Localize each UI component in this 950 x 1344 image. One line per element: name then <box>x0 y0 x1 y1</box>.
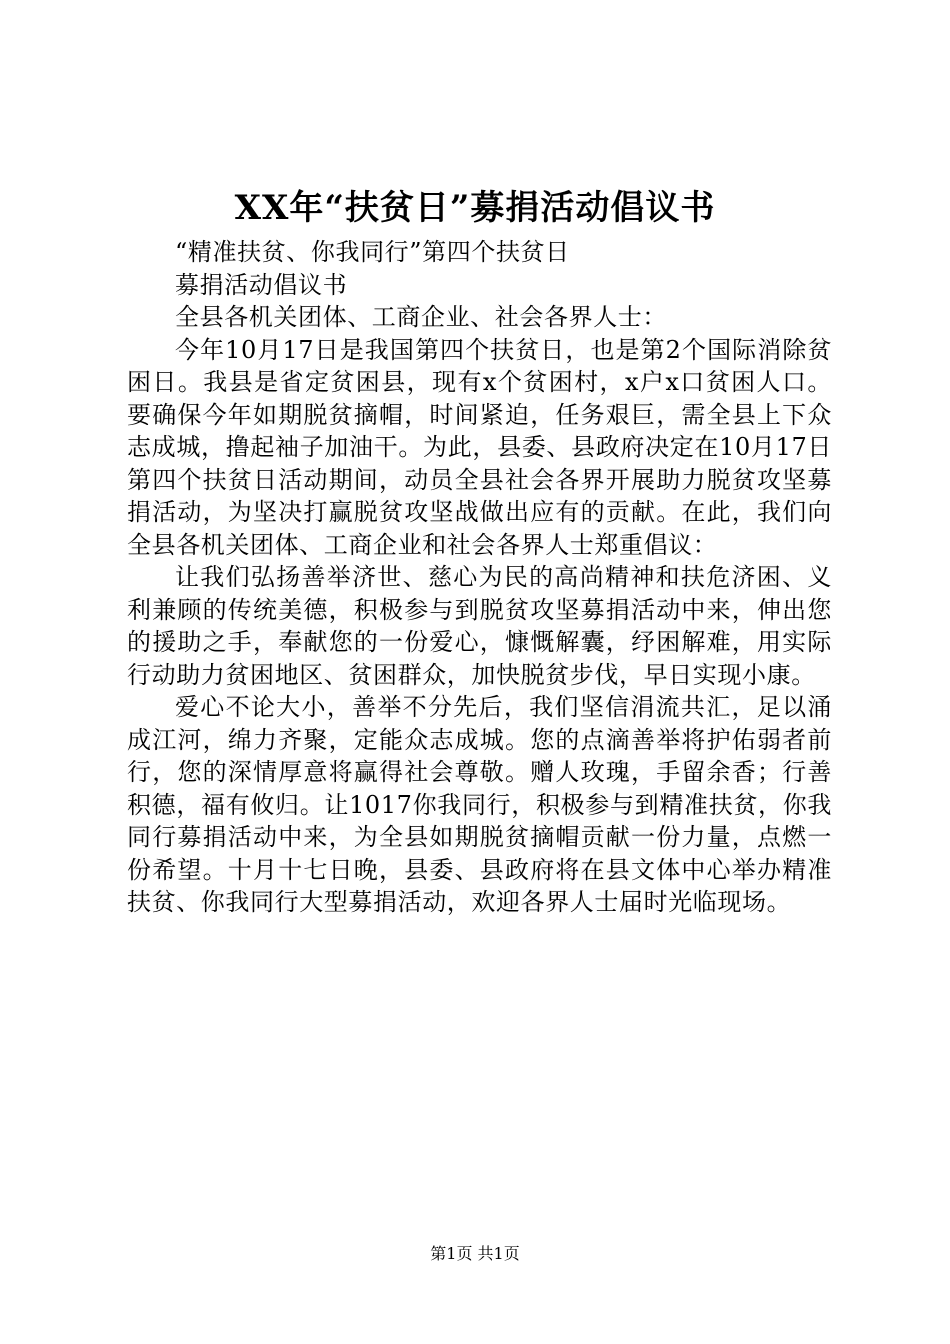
document-title: XX年“扶贫日”募捐活动倡议书 <box>234 188 716 228</box>
salutation-line: 全县各机关团体、工商企业、社会各界人士： <box>175 303 667 331</box>
subtitle-line-1: “精准扶贫、你我同行”第四个扶贫日 <box>175 238 570 266</box>
paragraph-1: 今年10月17日是我国第四个扶贫日，也是第2个国际消除贫困日。我县是省定贫困县，现有x个贫困村，x户x口贫困人口。要确保今年如期脱贫摘帽，时间紧迫，任务艰巨，需全县上下众志成城，撸起袖子加油干。为此，县委、县政府决定在10月17日第四个扶贫日活动期间，动员全县社会各界开展助力脱贫攻坚募捐活动，为坚决打赢脱贫攻坚战做出应有的贡献。在此，我们向全县各机关团体、工商企业和社会各界人士郑重倡议： <box>127 335 832 559</box>
document-body <box>127 236 832 919</box>
subtitle-line-2: 募捐活动倡议书 <box>175 270 348 299</box>
page-footer: 第1页 共1页 <box>430 1244 520 1263</box>
paragraph-2: 让我们弘扬善举济世、慈心为民的高尚精神和扶危济困、义利兼顾的传统美德，积极参与到脱贫攻坚募捐活动中来，伸出您的援助之手，奉献您的一份爱心，慷慨解囊，纾困解难，用实际行动助力贫困地区、贫困群众，加快脱贫步伐，早日实现小康。 <box>127 563 832 689</box>
paragraph-3: 爱心不论大小，善举不分先后，我们坚信涓流共汇，足以涌成江河，绵力齐聚，定能众志成城。您的点滴善举将护佑弱者前行，您的深情厚意将赢得社会尊敬。赠人玫瑰，手留余香；行善积德，福有攸归。让1017你我同行，积极参与到精准扶贫，你我同行募捐活动中来，为全县如期脱贫摘帽贡献一份力量，点燃一份希望。十月十七日晚，县委、县政府将在县文体中心举办精准扶贫、你我同行大型募捐活动，欢迎各界人士届时光临现场。 <box>127 693 832 916</box>
